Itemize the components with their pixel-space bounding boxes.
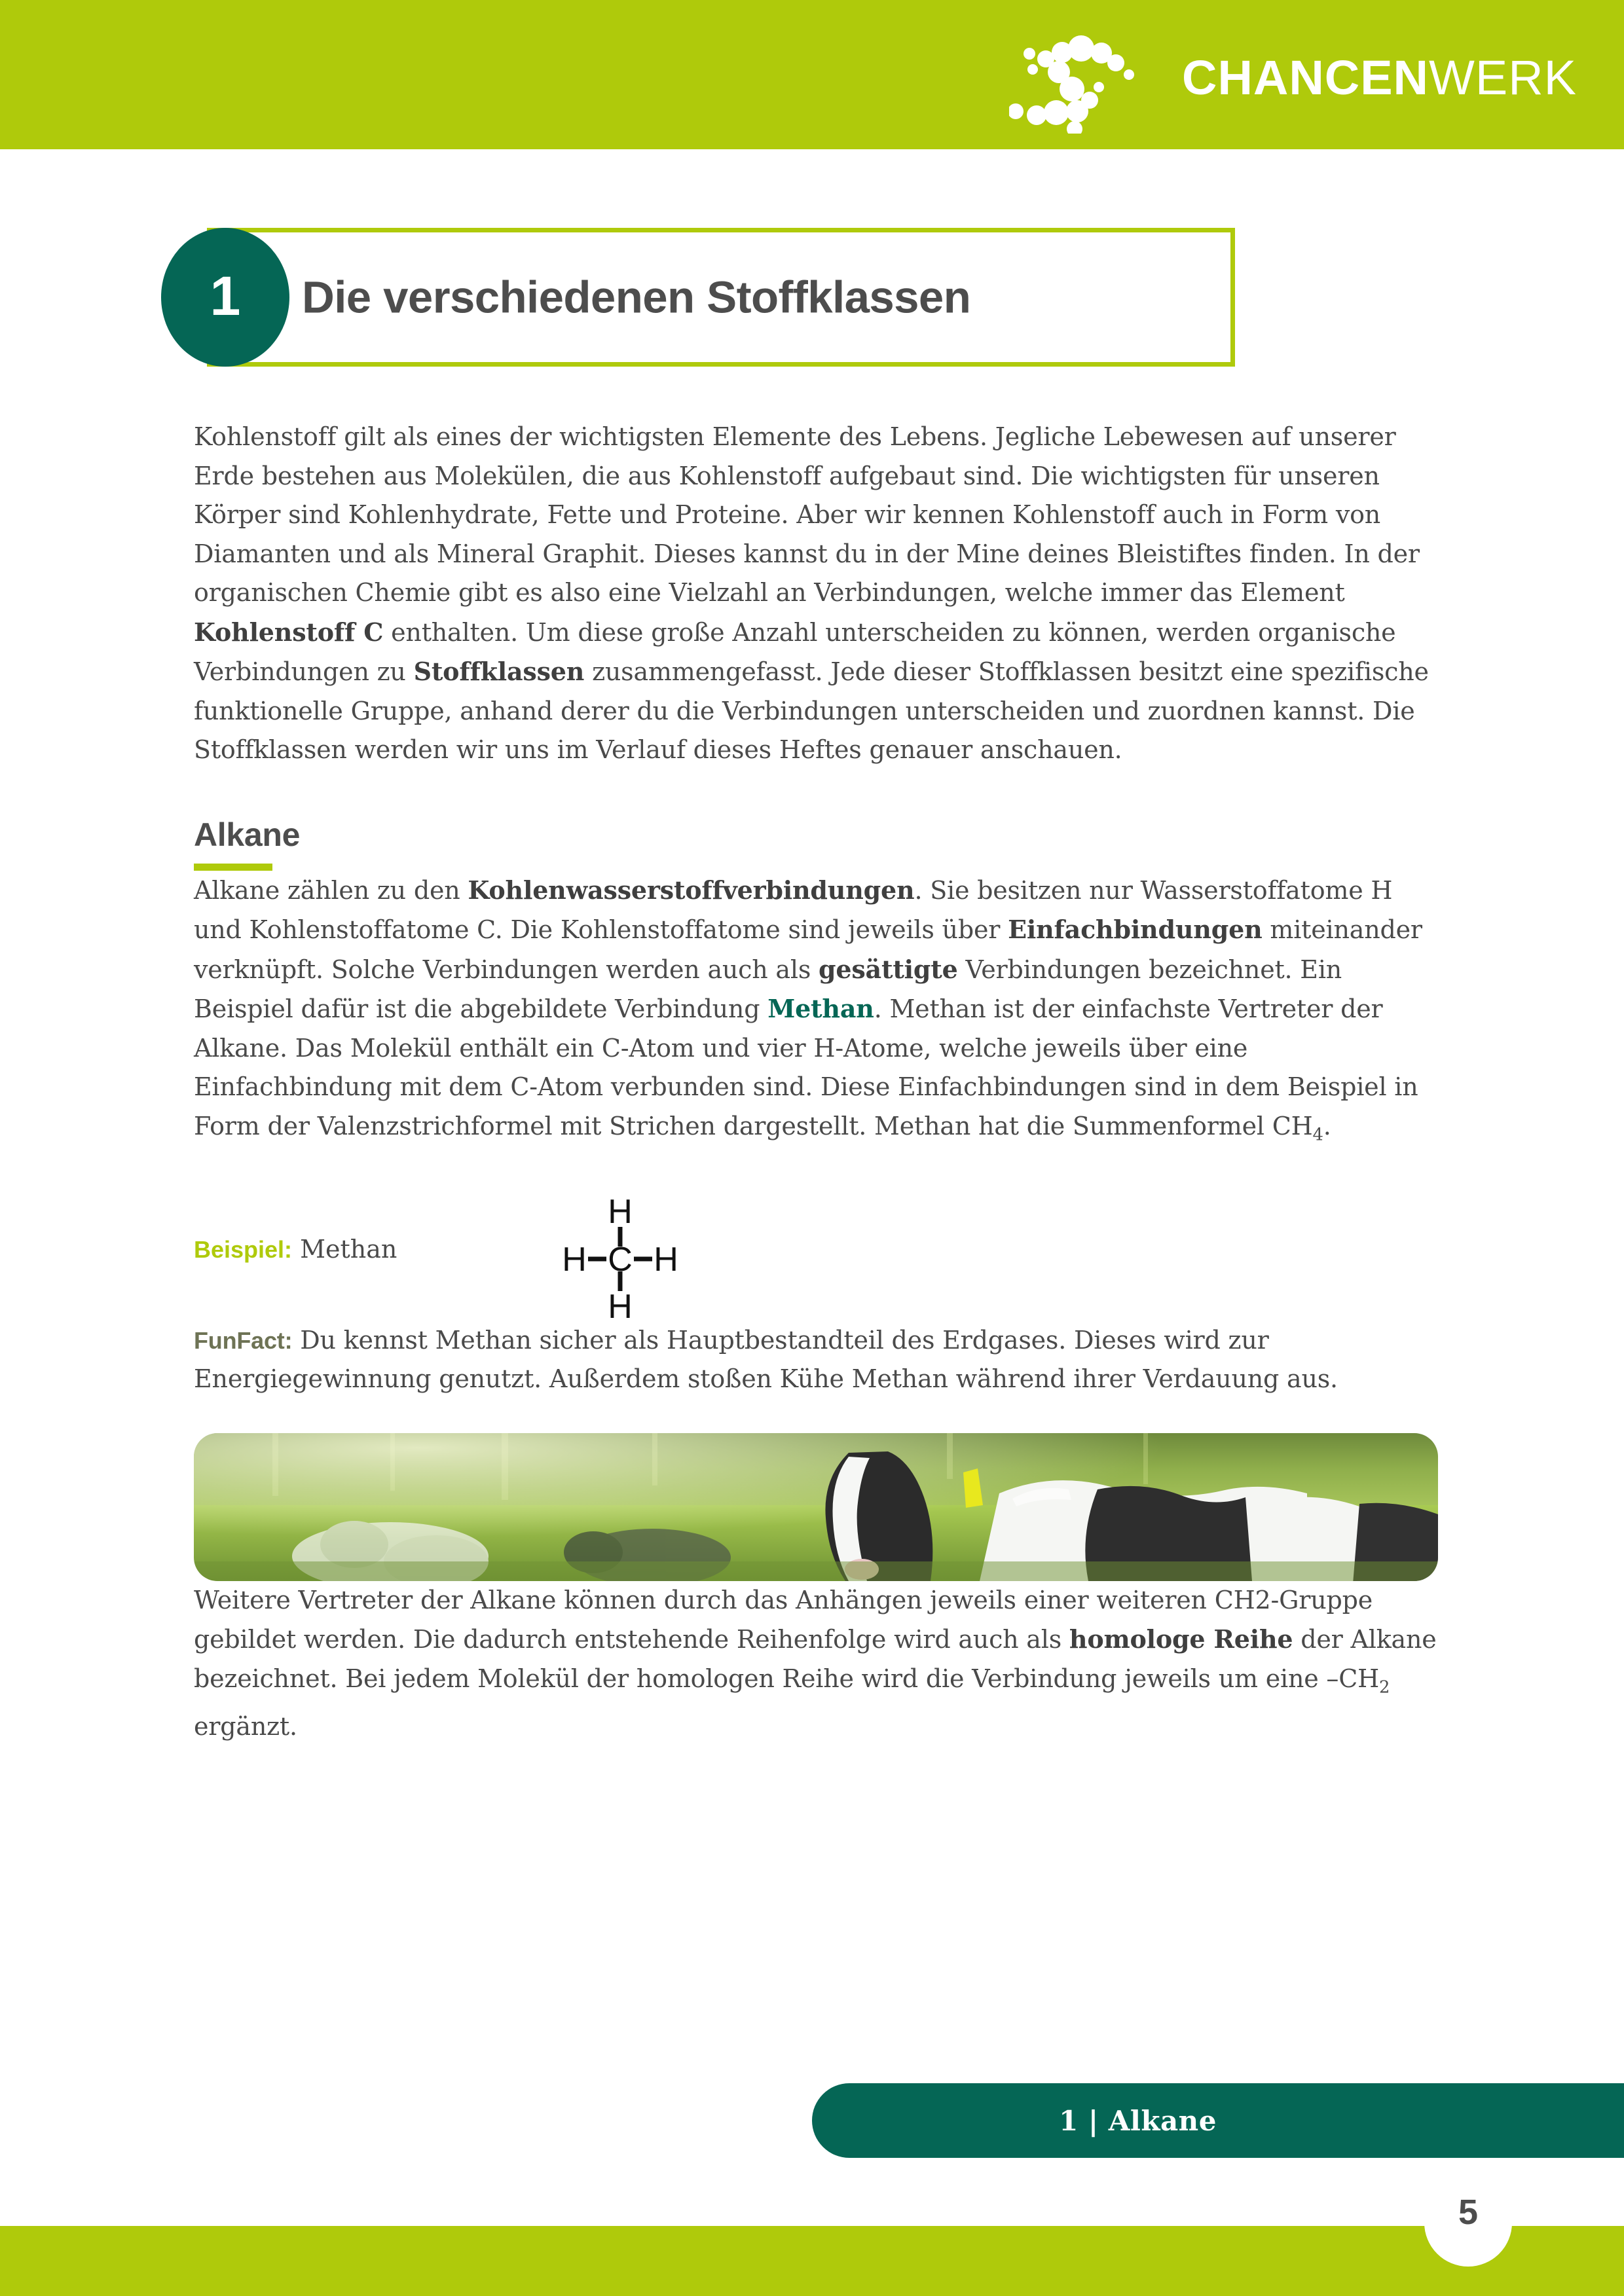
- example-label-wrap: [194, 1235, 397, 1264]
- page-header-bar: [0, 0, 1624, 149]
- intro-bold-kohlenstoff: Kohlenstoff C: [194, 617, 384, 647]
- alkane-text-5: . Methan ist der einfachste Vertreter der Alkane. Das Molekül enthält ein C-Atom und vier H-Atome, welche jeweils über eine Einfachbindung mit dem C-Atom verbunden sind. Diese Einfachbindungen sind in dem Beispiel in Form der Valenzstrichformel mit Strichen dargestellt. Methan hat die Summenformel CH: [194, 994, 1418, 1140]
- page-bottom-bar: [0, 2226, 1624, 2296]
- methane-atom-top: H: [608, 1196, 633, 1231]
- closing-text-3: ergänzt.: [194, 1711, 297, 1741]
- alkane-highlight-methan: Methan: [767, 994, 874, 1023]
- cow-photo: [194, 1433, 1438, 1581]
- page-title: Die verschiedenen Stoffklassen: [302, 272, 971, 323]
- methane-atom-bottom: H: [608, 1287, 633, 1321]
- alkane-text-2: . Sie besitzen nur Wasserstoffatome H und Kohlenstoffatome C. Die Kohlenstoffatome sind jeweils über: [194, 875, 1393, 944]
- closing-text-1: Weitere Vertreter der Alkane können durch das Anhängen jeweils einer weiteren CH2-Gruppe gebildet werden. Die dadurch entstehende Reihenfolge wird auch als: [194, 1585, 1373, 1654]
- intro-text-2: enthalten. Um diese große Anzahl unterscheiden zu können, werden organische Verbindungen zu: [194, 617, 1396, 686]
- example-row: [194, 1197, 1438, 1321]
- section-heading-alkane: Alkane: [194, 816, 301, 853]
- funfact-label: FunFact:: [194, 1326, 293, 1354]
- intro-text-3: zusammengefasst. Jede dieser Stoffklassen besitzt eine spezifische funktionelle Gruppe, anhand derer du die Verbindungen unterscheiden und zuordnen kannst. Die Stoffklassen werden wir uns im Verlauf dieses Heftes genauer anschauen.: [194, 657, 1429, 764]
- intro-bold-stoffklassen: Stoffklassen: [413, 657, 585, 686]
- alkane-text-4: Verbindungen bezeichnet. Ein Beispiel dafür ist die abgebildete Verbindung: [194, 955, 1342, 1023]
- footer-chapter-ref: 1 | Alkane: [1059, 2104, 1217, 2137]
- closing-paragraph: [194, 1581, 1438, 1747]
- brand-logo: [1009, 22, 1577, 134]
- intro-text-1: Kohlenstoff gilt als eines der wichtigsten Elemente des Lebens. Jegliche Lebewesen auf unserer Erde bestehen aus Molekülen, die aus Kohlenstoff aufgebaut sind. Die wichtigsten für unseren Körper sind Kohlenhydrate, Fette und Proteine. Aber wir kennen Kohlenstoff auch in Form von Diamanten und als Mineral Graphit. Dieses kannst du in der Mine deines Bleistiftes finden. In der organischen Chemie gibt es also eine Vielzahl an Verbindungen, welche immer das Element: [194, 422, 1420, 607]
- chapter-number-badge: [161, 228, 289, 367]
- alkane-subscript-4: 4: [1312, 1125, 1323, 1145]
- main-content: [194, 418, 1438, 1746]
- dotted-swirl-logo-icon: [1009, 22, 1160, 134]
- closing-subscript-2: 2: [1379, 1677, 1390, 1698]
- chapter-title-block: [161, 228, 1235, 367]
- section-heading-wrap: [194, 818, 1438, 871]
- section-heading-underline: [194, 864, 272, 871]
- example-label: Beispiel:: [194, 1235, 293, 1263]
- methane-valence-structure-icon: [558, 1197, 682, 1321]
- closing-text-2: der Alkane bezeichnet. Bei jedem Molekül der homologen Reihe wird die Verbindung jeweils um eine –CH: [194, 1625, 1437, 1693]
- footer-chapter-bar: [812, 2083, 1624, 2158]
- methane-atom-left: H: [562, 1240, 587, 1279]
- page-number: 5: [1458, 2193, 1479, 2232]
- funfact-paragraph: [194, 1321, 1438, 1399]
- chapter-number: 1: [210, 265, 241, 327]
- closing-bold-homologe-reihe: homologe Reihe: [1069, 1624, 1293, 1654]
- brand-name-bold: CHANCEN: [1182, 50, 1429, 105]
- brand-name-light: WERK: [1429, 50, 1577, 105]
- brand-wordmark: [1182, 50, 1577, 105]
- alkane-paragraph: [194, 871, 1438, 1155]
- alkane-bold-gesaettigte: gesättigte: [819, 954, 958, 984]
- page-number-badge: [1424, 2179, 1512, 2267]
- alkane-text-1: Alkane zählen zu den: [194, 875, 468, 905]
- alkane-text-6: .: [1323, 1111, 1331, 1140]
- funfact-text: Du kennst Methan sicher als Hauptbestandteil des Erdgases. Dieses wird zur Energiegewinnung genutzt. Außerdem stoßen Kühe Methan während ihrer Verdauung aus.: [194, 1325, 1338, 1394]
- example-value: Methan: [292, 1234, 397, 1264]
- methane-atom-center: C: [608, 1240, 633, 1279]
- intro-paragraph: [194, 418, 1438, 770]
- alkane-text-3: miteinander verknüpft. Solche Verbindungen werden auch als: [194, 915, 1422, 984]
- alkane-bold-kohlenwasserstoff: Kohlenwasserstoffverbindungen: [468, 875, 915, 905]
- alkane-bold-einfachbindungen: Einfachbindungen: [1008, 915, 1263, 944]
- methane-atom-right: H: [654, 1240, 678, 1279]
